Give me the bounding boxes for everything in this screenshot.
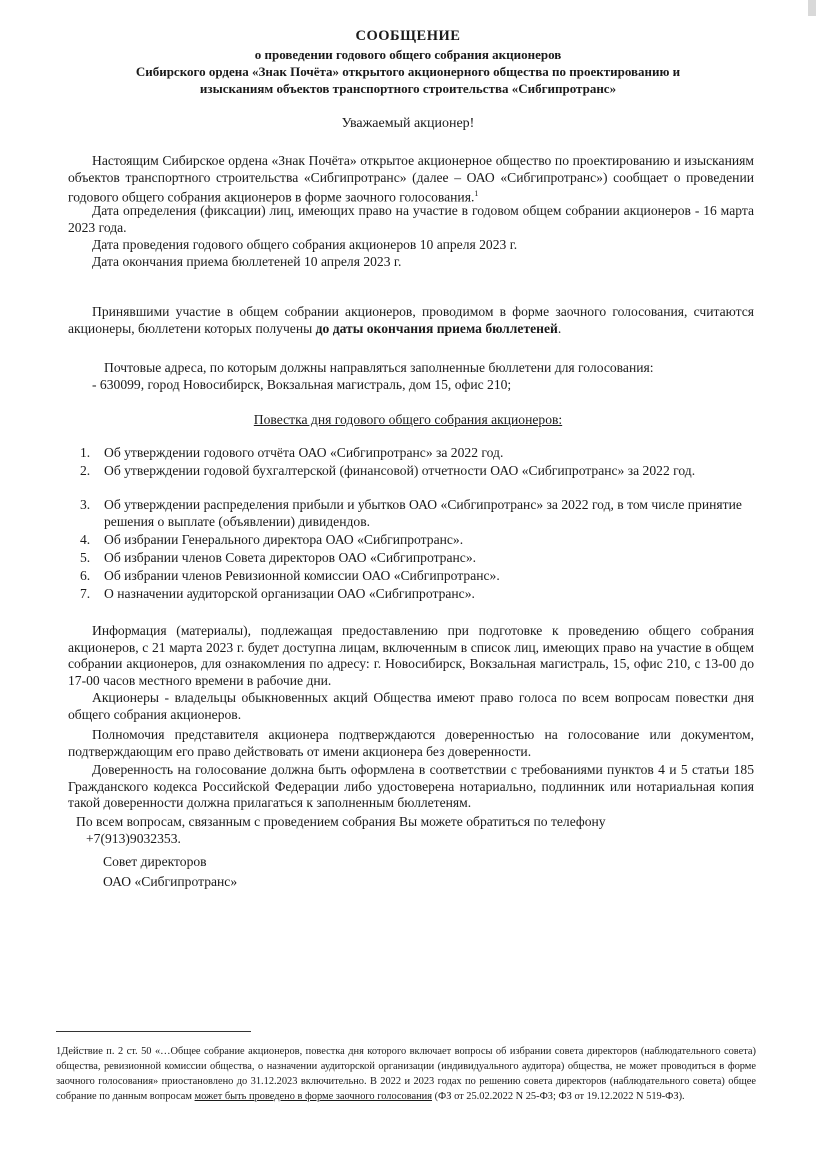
participants-paragraph xyxy=(68,304,754,337)
agenda-item-number: 3. xyxy=(80,497,91,512)
agenda-item xyxy=(80,445,760,462)
agenda-item-number: 2. xyxy=(80,463,91,478)
agenda-item-number: 7. xyxy=(80,586,91,601)
agenda-item-number: 4. xyxy=(80,532,91,547)
record-date: Дата определения (фиксации) лиц, имеющих право на участие в годовом общем собрании акционеров - 16 марта 2023 года. xyxy=(68,203,754,235)
agenda-heading: Повестка дня годового общего собрания акционеров: xyxy=(253,412,563,427)
postal-address: - 630099, город Новосибирск, Вокзальная магистраль, дом 15, офис 210; xyxy=(92,377,512,392)
voting-rights-paragraph: Акционеры - владельцы обыкновенных акций Общества имеют право голоса по всем вопросам повестки дня общего собрания акционеров. xyxy=(68,690,754,722)
participants-text: Принявшими участие в общем собрании акционеров, проводимом в форме заочного голосования, считаются акционеры, бюллетени которых получены xyxy=(68,304,754,336)
agenda-item xyxy=(80,586,760,603)
page-corner xyxy=(808,0,816,16)
footnote-reference: 1 xyxy=(474,189,479,198)
company-name-line1: Сибирского ордена «Знак Почёта» открытого акционерного общества по проектированию и xyxy=(135,64,681,79)
footnote-law-refs: (ФЗ от 25.02.2022 N 25-ФЗ; ФЗ от 19.12.2022 N 519-ФЗ). xyxy=(434,1091,685,1102)
agenda-item xyxy=(80,550,760,567)
agenda-item xyxy=(80,463,760,480)
footnote-text: Действие п. 2 ст. 50 «…Общее собрание акционеров, повестка дня которого включает вопросы об избрании совета директоров (наблюдательного совета) общества, ревизионной комиссии общества, о назначении аудиторской организации (индивидуального аудитора) общества, не может проводиться в форме заочного голосования» приостановлено до 31.12.2023 включительно. В 2022 и 2023 годах по решению совета директоров (наблюдательного совета) общее собрание по данным вопросам xyxy=(56,1046,756,1102)
footnote-mark: 1 xyxy=(56,1046,62,1057)
footnote-underlined: может быть проведено в форме заочного голосования xyxy=(194,1091,432,1102)
company-name-line2: изысканиям объектов транспортного строительства «Сибгипротранс» xyxy=(199,81,617,96)
greeting: Уважаемый акционер! xyxy=(341,116,475,131)
document-subtitle: о проведении годового общего собрания акционеров xyxy=(254,47,562,62)
participants-bold: до даты окончания приема бюллетеней xyxy=(315,320,558,336)
agenda-item xyxy=(80,497,760,530)
contact-phone: +7(913)9032353. xyxy=(86,831,181,846)
agenda-item-text: Об избрании Генерального директора ОАО «Сибгипротранс». xyxy=(104,532,464,547)
footnote xyxy=(56,1044,756,1104)
signature-board: Совет директоров xyxy=(103,854,207,869)
postal-label: Почтовые адреса, по которым должны направляться заполненные бюллетени для голосования: xyxy=(104,360,654,375)
intro-text: Настоящим Сибирское ордена «Знак Почёта» открытое акционерное общество по проектированию и изысканиям объектов транспортного строительства «Сибгипротранс» (далее – ОАО «Сибгипротранс») сообщает о проведении годового общего собрания акционеров в форме заочного голосования. xyxy=(68,153,754,205)
representative-paragraph: Полномочия представителя акционера подтверждаются доверенностью на голосование или документом, подтверждающим его право действовать от имени акционера без доверенности. xyxy=(68,727,754,759)
agenda-item-number: 5. xyxy=(80,550,91,565)
materials-paragraph: Информация (материалы), подлежащая предоставлению при подготовке к проведению общего собрания акционеров, с 21 марта 2023 г. будет доступна лицам, включенным в список лиц, имеющих право на участие в общем собрании акционеров, для ознакомления по адресу: г. Новосибирск, Вокзальная магистраль, 15, офис 210, с 13-00 до 17-00 часов местного времени в рабочие дни. xyxy=(68,623,754,688)
agenda-item xyxy=(80,568,760,585)
agenda-item-text: Об избрании членов Ревизионной комиссии ОАО «Сибгипротранс». xyxy=(104,568,500,583)
signature-company: ОАО «Сибгипротранс» xyxy=(103,874,238,889)
agenda-item-text: О назначении аудиторской организации ОАО «Сибгипротранс». xyxy=(104,586,475,601)
intro-paragraph xyxy=(68,153,754,206)
footnote-divider xyxy=(56,1031,251,1032)
agenda-item-number: 6. xyxy=(80,568,91,583)
power-of-attorney-paragraph: Доверенность на голосование должна быть оформлена в соответствии с требованиями пунктов 4 и 5 статьи 185 Гражданского кодекса Российской Федерации либо удостоверена нотариально, подлинник или нотариальная копия такой доверенности должна прилагаться к заполненным бюллетеням. xyxy=(68,762,754,810)
agenda-item-text: Об утверждении годового отчёта ОАО «Сибгипротранс» за 2022 год. xyxy=(104,445,504,460)
agenda-item xyxy=(80,532,760,549)
meeting-date: Дата проведения годового общего собрания акционеров 10 апреля 2023 г. xyxy=(92,237,518,252)
contact-text: По всем вопросам, связанным с проведением собрания Вы можете обратиться по телефону xyxy=(76,814,606,829)
agenda-item-text: Об утверждении распределения прибыли и убытков ОАО «Сибгипротранс» за 2022 год, в том числе принятие решения о выплате (объявлении) дивидендов. xyxy=(104,497,742,529)
document-title: СООБЩЕНИЕ xyxy=(355,28,461,44)
agenda-item-number: 1. xyxy=(80,445,91,460)
agenda-item-text: Об утверждении годовой бухгалтерской (финансовой) отчетности ОАО «Сибгипротранс» за 2022 год. xyxy=(104,463,696,478)
agenda-item-text: Об избрании членов Совета директоров ОАО «Сибгипротранс». xyxy=(104,550,477,565)
participants-end: . xyxy=(557,320,562,336)
ballot-deadline: Дата окончания приема бюллетеней 10 апреля 2023 г. xyxy=(92,254,402,269)
